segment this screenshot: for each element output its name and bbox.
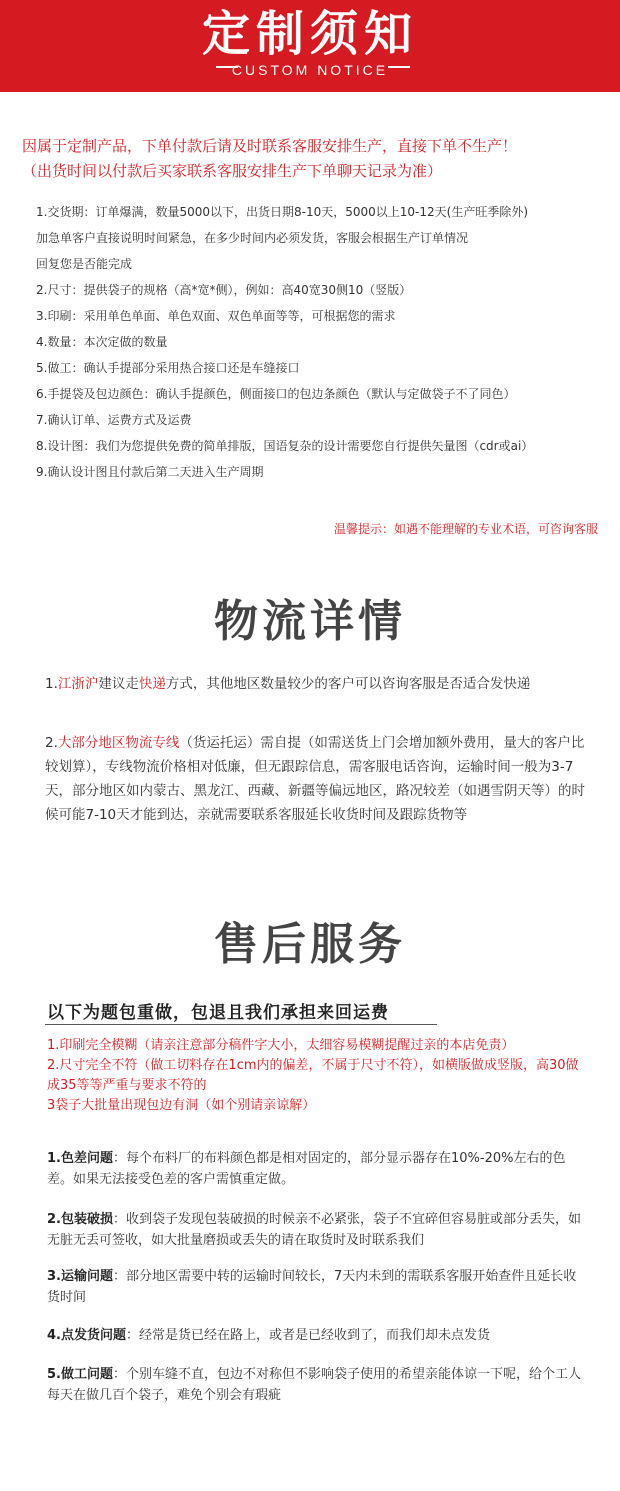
issue-item-workmanship: 5.做工问题：个别车缝不直，包边不对称但不影响袋子使用的希望亲能体谅一下呢，给个工人每天在做几百个袋子，难免个别会有瑕疵: [47, 1367, 581, 1403]
custom-line-4: 2.尺寸：提供袋子的规格（高*宽*侧），例如：高40宽30侧10（竖版）: [36, 283, 412, 297]
custom-line-9: 7.确认订单、运费方式及运费: [36, 413, 192, 427]
issue-item-transport: 3.运输问题：部分地区需要中转的运输时间较长，7天内未到的需联系客服开始查件且延长收货时间: [47, 1269, 577, 1305]
banner-title: 定制须知: [201, 6, 418, 62]
notice-line-1: 因属于定制产品，下单付款后请及时联系客服安排生产，直接下单不生产！: [22, 137, 518, 155]
redo-condition-2: 2.尺寸完全不符（做工切料存在1cm内的偏差，不属于尺寸不符），如横版做成竖版，高30做成35等等严重与要求不符的: [47, 1058, 579, 1093]
redo-condition-3: 3袋子大批量出现包边有洞（如个别请亲谅解）: [47, 1098, 316, 1113]
custom-line-1: 1.交货期：订单爆满，数量5000以下，出货日期8-10天，5000以上10-12天(生产旺季除外): [36, 205, 528, 219]
logistics-paragraph-1: 1.江浙沪建议走快递方式，其他地区数量较少的客户可以咨询客服是否适合发快递: [45, 676, 531, 692]
custom-line-8: 6.手提袋及包边颜色：确认手提颜色，侧面接口的包边条颜色（默认与定做袋子不了同色）: [36, 387, 516, 401]
redo-conditions-list: [47, 1036, 587, 1116]
banner-subtitle: CUSTOM NOTICE: [231, 62, 389, 78]
issue-item-color: 1.色差问题：每个布料厂的布料颜色都是相对固定的，部分显示器存在10%-20%左右的色差。如果无法接受色差的客户需慎重定做。: [47, 1151, 566, 1187]
issue-item-shipping: 4.点发货问题：经常是货已经在路上，或者是已经收到了，而我们却未点发货: [47, 1328, 490, 1343]
logistics-title: 物流详情: [214, 596, 406, 647]
subhead-underline: [45, 1024, 437, 1025]
custom-line-11: 9.确认设计图且付款后第二天进入生产周期: [36, 465, 264, 479]
custom-line-3: 回复您是否能完成: [36, 257, 133, 271]
custom-line-10: 8.设计图：我们为您提供免费的简单排版，国语复杂的设计需要您自行提供矢量图（cdr或ai）: [36, 439, 534, 453]
redo-condition-1: 1.印刷完全模糊（请亲注意部分稿件字大小，太细容易模糊提醒过亲的本店免责）: [47, 1038, 515, 1053]
custom-line-5: 3.印刷：采用单色单面、单色双面、双色单面等等，可根据您的需求: [36, 309, 396, 323]
issue-item-package: 2.包装破损：收到袋子发现包装破损的时候亲不必紧张，袋子不宜碎但容易脏或部分丢失，如无脏无丢可签收，如大批量磨损或丢失的请在取货时及时联系我们: [47, 1212, 581, 1248]
aftersale-subhead: 以下为题包重做，包退且我们承担来回运费: [47, 1003, 389, 1023]
logistics-paragraph-2: 2.大部分地区物流专线（货运托运）需自提（如需送货上门会增加额外费用，量大的客户比较划算），专线物流价格相对低廉，但无跟踪信息，需客服电话咨询，运输时间一般为3-7天，部分地区如内蒙古、黑龙江、西藏、新疆等偏远地区，路况较差（如遇雪阴天等）的时候可能7-10天才能到达，亲就需要联系客服延长收货时间及跟踪货物等: [45, 735, 585, 823]
custom-line-7: 5.做工：确认手提部分采用热合接口还是车缝接口: [36, 361, 300, 375]
notice-line-2: （出货时间以付款后买家联系客服安排生产下单聊天记录为准）: [22, 162, 443, 180]
header-banner: [0, 0, 620, 92]
custom-line-2: 加急单客户直接说明时间紧急，在多少时间内必须发货，客服会根据生产订单情况: [36, 231, 469, 245]
tip-text: 温馨提示：如遇不能理解的专业术语，可咨询客服: [333, 522, 598, 536]
custom-line-6: 4.数量：本次定做的数量: [36, 335, 168, 349]
aftersale-title: 售后服务: [214, 919, 406, 970]
